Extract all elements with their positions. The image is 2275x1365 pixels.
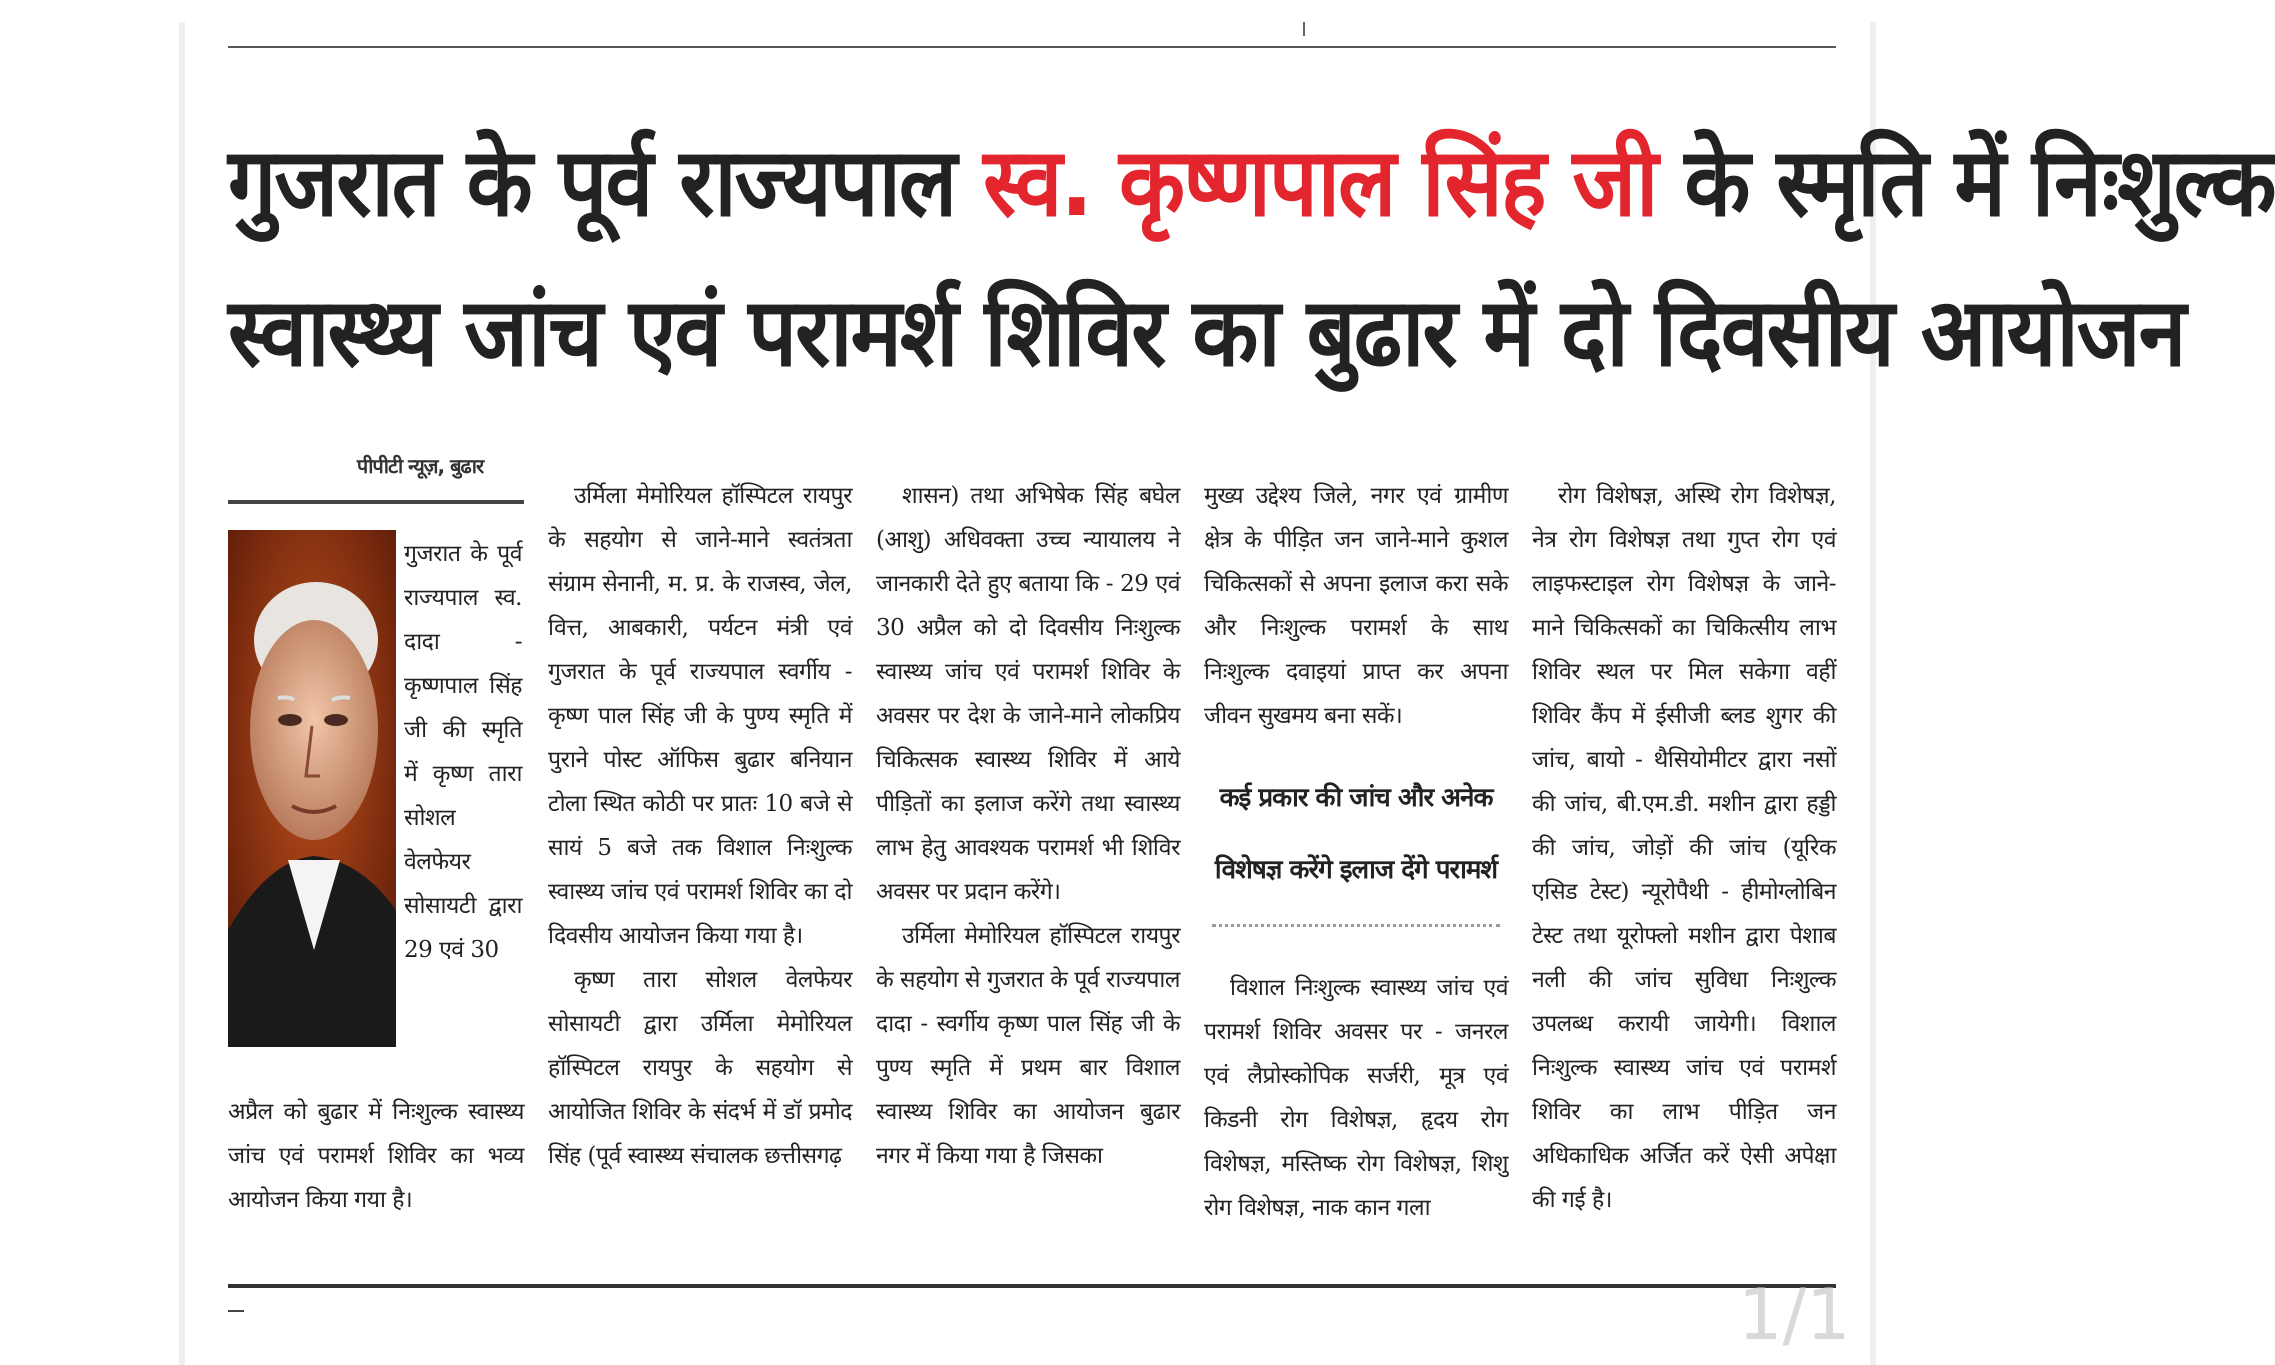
column3-paragraph-2: विशाल निःशुल्क स्वास्थ्य जांच एवं परामर्श शिविर अवसर पर - जनरल एवं लैप्रोस्कोपिक सर्जरी, मूत्र एवं किडनी रोग विशेषज्ञ, हृदय रोग विशेषज्ञ, मस्तिष्क रोग विशेषज्ञ, शिशु रोग विशेषज्ञ, नाक कान गला xyxy=(1204,975,1508,1221)
headline-prefix: गुजरात के पूर्व राज्यपाल xyxy=(228,128,956,238)
caption-top-text: गुजरात के पूर्व राज्यपाल स्व. दादा - कृष्णपाल सिंह जी की स्मृति में कृष्ण तारा सोशल वेलफेयर सोसायटी द्वारा 29 एवं 30 xyxy=(404,541,522,963)
portrait-icon xyxy=(228,530,396,1047)
headline-line-2: स्वास्थ्य जांच एवं परामर्श शिविर का बुढार में दो दिवसीय आयोजन xyxy=(228,278,2185,388)
article-column-4 xyxy=(1532,474,1836,1264)
subheading-line-1: कई प्रकार की जांच और अनेक xyxy=(1219,783,1493,813)
portrait-photo xyxy=(228,530,396,1047)
headline xyxy=(228,108,2275,408)
top-rule xyxy=(228,46,1836,48)
byline-rule xyxy=(228,500,524,504)
subheading-rule xyxy=(1212,924,1500,927)
byline: पीपीटी न्यूज़, बुढार xyxy=(356,454,484,478)
column4-paragraph-1: रोग विशेषज्ञ, अस्थि रोग विशेषज्ञ, नेत्र रोग विशेषज्ञ तथा गुप्त रोग एवं लाइफस्टाइल रोग विशेषज्ञ के जाने-माने चिकित्सकों का चिकित्सीय लाभ शिविर स्थल पर मिल सकेगा वहीं शिविर कैंप में ईसीजी ब्लड शुगर की जांच, बायो - थैसियोमीटर द्वारा नसों की जांच, बी.एम.डी. मशीन द्वारा हड्डी की जांच, जोड़ों की जांच (यूरिक एसिड टेस्ट) न्यूरोपैथी - हीमोग्लोबिन टेस्ट तथा यूरोफ्लो मशीन द्वारा पेशाब नली की जांच सुविधा निःशुल्क उपलब्ध करायी जायेगी। विशाल निःशुल्क स्वास्थ्य जांच एवं परामर्श शिविर का लाभ पीड़ित जन अधिकाधिक अर्जित करें ऐसी अपेक्षा की गई है। xyxy=(1532,483,1836,1213)
subheading-line-2: विशेषज्ञ करेंगे इलाज देंगे परामर्श xyxy=(1214,855,1498,885)
headline-suffix: के स्मृति में निःशुल्क xyxy=(1684,128,2275,238)
headline-highlight: स्व. कृष्णपाल सिंह जी xyxy=(983,128,1657,238)
bottom-crop-mark xyxy=(228,1310,244,1312)
page-indicator: 1/1 xyxy=(1738,1274,1851,1356)
caption-bottom-text: अप्रैल को बुढार में निःशुल्क स्वास्थ्य जांच एवं परामर्श शिविर का भव्य आयोजन किया गया है। xyxy=(228,1099,524,1213)
column2-paragraph-1: शासन) तथा अभिषेक सिंह बघेल (आशु) अधिवक्ता उच्च न्यायालय ने जानकारी देते हुए बताया कि - 29 एवं 30 अप्रैल को दो दिवसीय निःशुल्क स्वास्थ्य जांच एवं परामर्श शिविर के अवसर पर देश के जाने-माने लोकप्रिय चिकित्सक स्वास्थ्य शिविर में आये पीड़ितों का इलाज करेंगे तथा स्वास्थ्य लाभ हेतु आवश्यक परामर्श भी शिविर अवसर पर प्रदान करेंगे। xyxy=(876,483,1180,905)
photo-caption xyxy=(404,532,522,1072)
column2-paragraph-2: उर्मिला मेमोरियल हॉस्पिटल रायपुर के सहयोग से गुजरात के पूर्व राज्यपाल दादा - स्वर्गीय कृष्ण पाल सिंह जी के पुण्य स्मृति में प्रथम बार विशाल स्वास्थ्य शिविर का आयोजन बुढार नगर में किया गया है जिसका xyxy=(876,923,1180,1169)
photo-caption-continued xyxy=(228,1090,524,1240)
subheading xyxy=(1208,762,1504,922)
crop-mark xyxy=(1303,22,1305,36)
article-column-2 xyxy=(876,474,1180,1264)
article-column-3 xyxy=(1204,474,1508,744)
column1-paragraph-2: कृष्ण तारा सोशल वेलफेयर सोसायटी द्वारा उर्मिला मेमोरियल हॉस्पिटल रायपुर के सहयोग से आयोजित शिविर के संदर्भ में डॉ प्रमोद सिंह (पूर्व स्वास्थ्य संचालक छत्तीसगढ़ xyxy=(548,967,852,1169)
headline-line-1 xyxy=(228,101,2275,266)
bottom-rule xyxy=(228,1284,1836,1288)
article-column-3-continued xyxy=(1204,966,1508,1266)
column1-paragraph-1: उर्मिला मेमोरियल हॉस्पिटल रायपुर के सहयोग से जाने-माने स्वतंत्रता संग्राम सेनानी, म. प्र. के राजस्व, जेल, वित्त, आबकारी, पर्यटन मंत्री एवं गुजरात के पूर्व राज्यपाल स्वर्गीय - कृष्ण पाल सिंह जी के पुण्य स्मृति में पुराने पोस्ट ऑफिस बुढार बनियान टोला स्थित कोठी पर प्रातः 10 बजे से सायं 5 बजे तक विशाल निःशुल्क स्वास्थ्य जांच एवं परामर्श शिविर का दो दिवसीय आयोजन किया गया है। xyxy=(548,483,852,949)
article-column-1 xyxy=(548,474,852,1264)
column3-paragraph-1: मुख्य उद्देश्य जिले, नगर एवं ग्रामीण क्षेत्र के पीड़ित जन जाने-माने कुशल चिकित्सकों से अपना इलाज करा सके और निःशुल्क परामर्श के साथ निःशुल्क दवाइयां प्राप्त कर अपना जीवन सुखमय बना सकें। xyxy=(1204,483,1508,729)
